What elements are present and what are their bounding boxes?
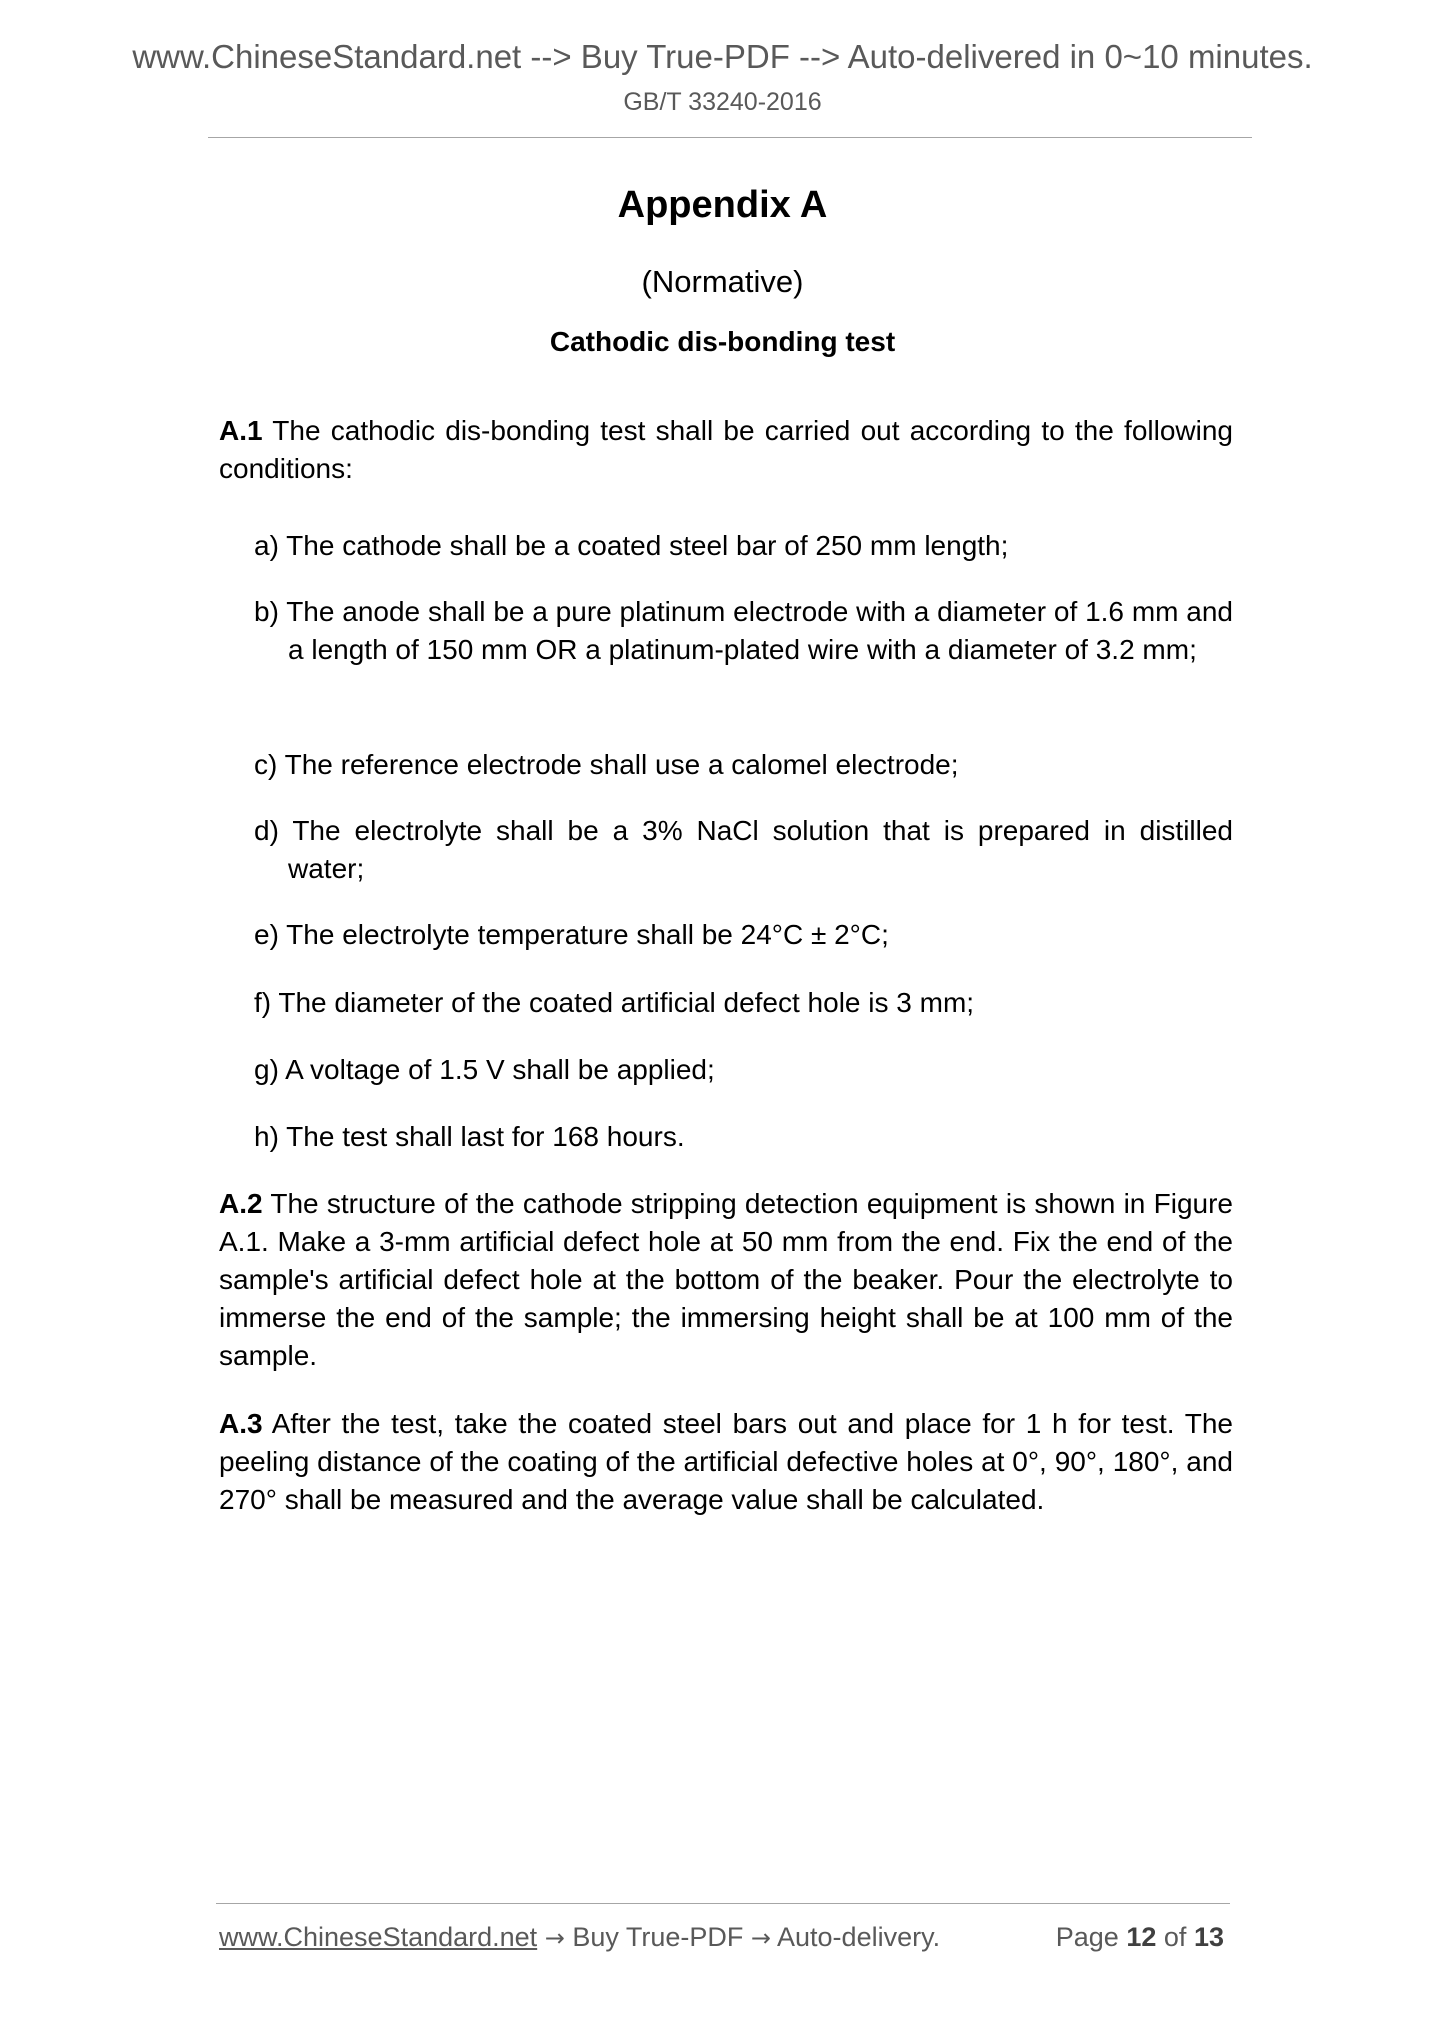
clause-a3 <box>219 1405 1233 1519</box>
page-indicator <box>1056 1922 1224 1953</box>
clause-number: A.3 <box>219 1408 263 1439</box>
site-link[interactable]: www.ChineseStandard.net <box>219 1922 538 1952</box>
top-banner: www.ChineseStandard.net --> Buy True-PDF --> Auto-delivered in 0~10 minutes. <box>132 38 1313 75</box>
condition-item: b) The anode shall be a pure platinum electrode with a diameter of 1.6 mm and a length of 150 mm OR a platinum-plated wire with a diameter of 3.2 mm; <box>254 596 1233 665</box>
footer-promo <box>219 1922 940 1953</box>
buy-text: Buy True-PDF <box>572 1922 744 1952</box>
clause-text: The cathodic dis-bonding test shall be carried out according to the following conditions: <box>219 415 1233 484</box>
page-of: of <box>1163 1922 1187 1952</box>
page-current: 12 <box>1126 1922 1157 1952</box>
arrow-right-icon: → <box>750 1924 771 1952</box>
condition-item: d) The electrolyte shall be a 3% NaCl solution that is prepared in distilled water; <box>254 815 1233 884</box>
appendix-heading: Cathodic dis-bonding test <box>549 326 896 357</box>
condition-item: e) The electrolyte temperature shall be 24°C ± 2°C; <box>254 919 889 950</box>
condition-item: c) The reference electrode shall use a calomel electrode; <box>254 749 959 780</box>
footer-divider <box>216 1903 1230 1904</box>
appendix-title: Appendix A <box>617 184 828 226</box>
clause-a2 <box>219 1185 1233 1375</box>
condition-item: h) The test shall last for 168 hours. <box>254 1121 685 1152</box>
clause-text: The structure of the cathode stripping detection equipment is shown in Figure A.1. Make a 3-mm artificial defect hole at 50 mm from the end. Fix the end of the sample's artificial defect hole at the bottom of the beaker. Pour the electrolyte to immerse the end of the sample; the immersing height shall be at 100 mm of the sample. <box>219 1188 1233 1371</box>
condition-item: a) The cathode shall be a coated steel bar of 250 mm length; <box>254 530 1009 561</box>
clause-number: A.2 <box>219 1188 263 1219</box>
arrow-right-icon: → <box>544 1924 565 1952</box>
clause-number: A.1 <box>219 415 263 446</box>
standard-number: GB/T 33240-2016 <box>623 88 822 116</box>
clause-text: After the test, take the coated steel bars out and place for 1 h for test. The peeling distance of the coating of the artificial defective holes at 0°, 90°, 180°, and 270° shall be measured and the average value shall be calculated. <box>219 1408 1233 1515</box>
page-label: Page <box>1055 1922 1119 1952</box>
condition-item: g) A voltage of 1.5 V shall be applied; <box>254 1054 715 1085</box>
condition-item: f) The diameter of the coated artificial defect hole is 3 mm; <box>254 987 975 1018</box>
clause-a1 <box>219 412 1233 488</box>
appendix-type: (Normative) <box>641 264 804 299</box>
header-divider <box>208 137 1252 138</box>
delivery-text: Auto-delivery. <box>777 1922 941 1952</box>
page-total: 13 <box>1193 1922 1224 1952</box>
